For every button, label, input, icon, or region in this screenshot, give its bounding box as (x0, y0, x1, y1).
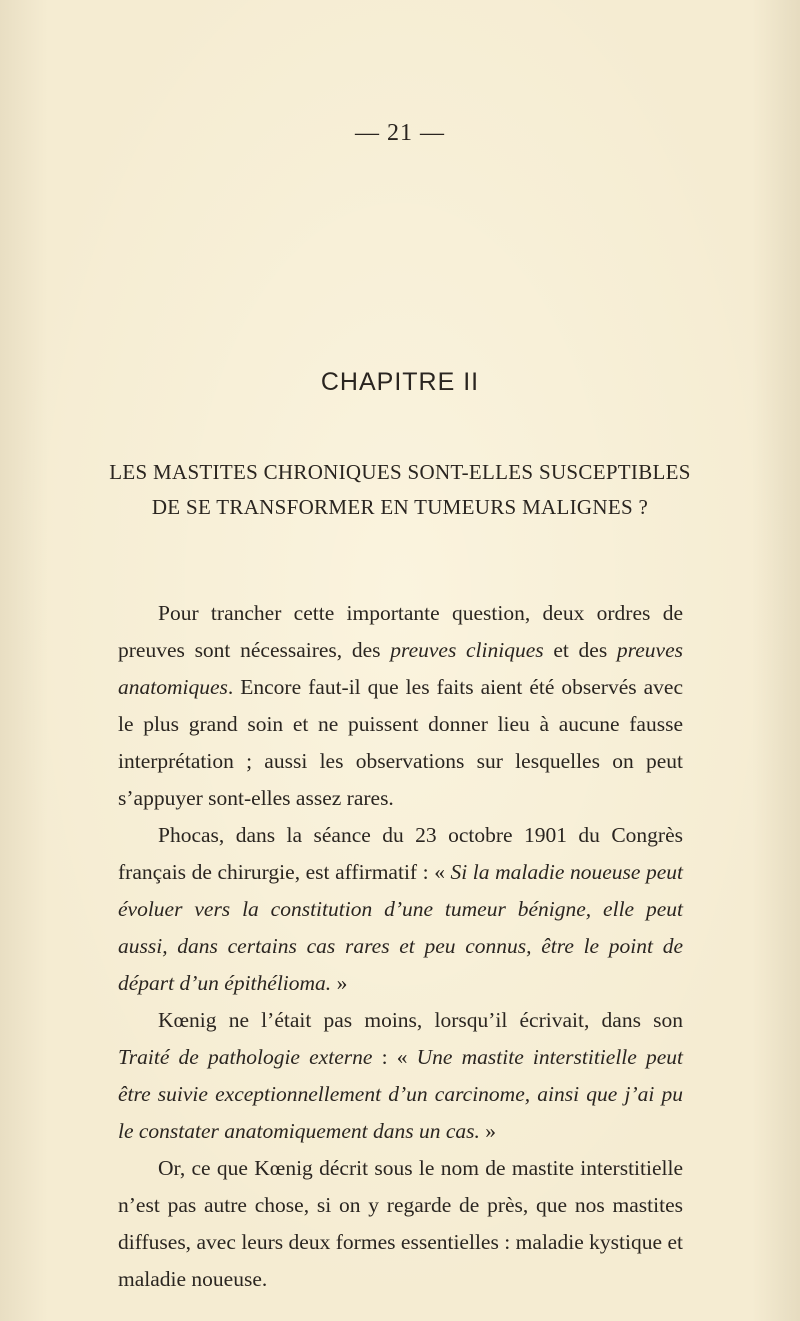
page-number: — 21 — (355, 120, 445, 146)
paragraph-1-text-c: . Encore faut-il que les faits aient été observés avec le plus grand soin et ne puissent donner lieu à aucune fausse interprétation ; aussi les observations sur lesquelles on peut s’appuyer sont-elles assez rares. (118, 675, 683, 810)
paragraph-1-italic-a: preuves cliniques (390, 638, 544, 662)
paragraph-1-text-b: et des (543, 638, 617, 662)
chapter-title (100, 455, 700, 525)
paragraph-1-text-a: Pour trancher cette importante question, deux ordres de preuves sont nécessaires, des (118, 601, 683, 662)
paragraph-2 (118, 817, 683, 1002)
paragraph-4 (118, 1150, 683, 1298)
paragraph-2-quote: Si la maladie noueuse peut évoluer vers la constitution d’une tumeur bénigne, elle peut aussi, dans certains cas rares et peu connus, être le point de départ d’un épithélioma. (118, 860, 683, 995)
paragraph-3-text-a: Kœnig ne l’était pas moins, lorsqu’il écrivait, dans son (158, 1008, 683, 1032)
paragraph-3-book-title: Traité de pathologie externe (118, 1045, 373, 1069)
paragraph-2-text-b: » (331, 971, 348, 995)
paragraph-3-quote: Une mastite interstitielle peut être suivie exceptionnellement d’un carcinome, ainsi que j’ai pu le constater anatomiquement dans un cas. (118, 1045, 683, 1143)
paragraph-1-italic-b: preuves anatomiques (118, 638, 683, 699)
chapter-heading: CHAPITRE II (320, 368, 480, 396)
paragraph-3 (118, 1002, 683, 1150)
body-text (118, 595, 683, 1298)
paragraph-4-text: Or, ce que Kœnig décrit sous le nom de mastite interstitielle n’est pas autre chose, si on y regarde de près, que nos mastites diffuses, avec leurs deux formes essentielles : maladie kystique et maladie noueuse. (118, 1156, 683, 1291)
paragraph-1 (118, 595, 683, 817)
chapter-title-line-1: LES MASTITES CHRONIQUES SONT-ELLES SUSCEPTIBLES (109, 460, 691, 484)
paragraph-2-text-a: Phocas, dans la séance du 23 octobre 1901 du Congrès français de chirurgie, est affirmatif : « (118, 823, 683, 884)
chapter-title-line-2: DE SE TRANSFORMER EN TUMEURS MALIGNES ? (151, 495, 649, 519)
paragraph-3-text-b: : « (372, 1045, 417, 1069)
paragraph-3-text-c: » (479, 1119, 496, 1143)
